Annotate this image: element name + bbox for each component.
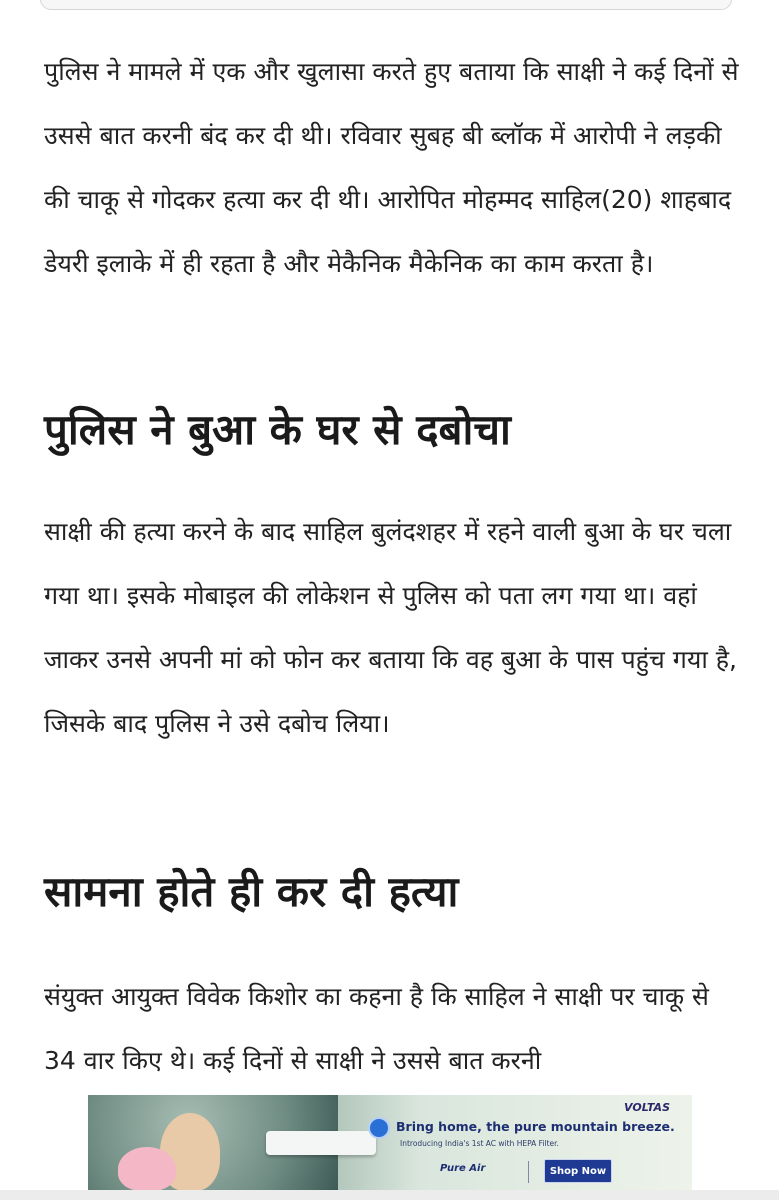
- ac-unit-image: [266, 1131, 376, 1155]
- ad-subline: Introducing India's 1st AC with HEPA Filter.: [400, 1139, 559, 1148]
- advertisement-banner[interactable]: [88, 1095, 692, 1191]
- ad-brand-logo: VOLTAS: [624, 1101, 670, 1114]
- fan-icon: [368, 1117, 390, 1139]
- article-paragraph: संयुक्त आयुक्त विवेक किशोर का कहना है कि साहिल ने साक्षी पर चाकू से 34 वार किए थे। कई दिनों से साक्षी ने उससे बात करनी: [44, 982, 709, 1075]
- section-heading: सामना होते ही कर दी हत्या: [44, 867, 459, 916]
- ad-person-image: [118, 1147, 176, 1191]
- shop-now-button[interactable]: Shop Now: [544, 1159, 612, 1183]
- ad-product-logo: Pure Air: [440, 1163, 486, 1174]
- section-heading: पुलिस ने बुआ के घर से दबोचा: [44, 405, 511, 454]
- bottom-edge: [0, 1190, 779, 1200]
- ad-headline: Bring home, the pure mountain breeze.: [396, 1119, 675, 1134]
- article-paragraph: पुलिस ने मामले में एक और खुलासा करते हुए बताया कि साक्षी ने कई दिनों से उससे बात करनी बंद कर दी थी। रविवार सुबह बी ब्लॉक में आरोपी ने लड़की की चाकू से गोदकर हत्या कर दी थी। आरोपित मोहम्मद साहिल(20) शाहबाद डेयरी इलाके में ही रहता है और मेकैनिक मैकेनिक का काम करता है।: [44, 57, 739, 278]
- ad-divider: [528, 1161, 529, 1183]
- article-paragraph: साक्षी की हत्या करने के बाद साहिल बुलंदशहर में रहने वाली बुआ के घर चला गया था। इसके मोबाइल की लोकेशन से पुलिस को पता लग गया था। वहां जाकर उनसे अपनी मां को फोन कर बताया कि वह बुआ के पास पहुंच गया है, जिसके बाद पुलिस ने उसे दबोच लिया।: [44, 517, 737, 738]
- search-bar-edge[interactable]: [40, 0, 732, 10]
